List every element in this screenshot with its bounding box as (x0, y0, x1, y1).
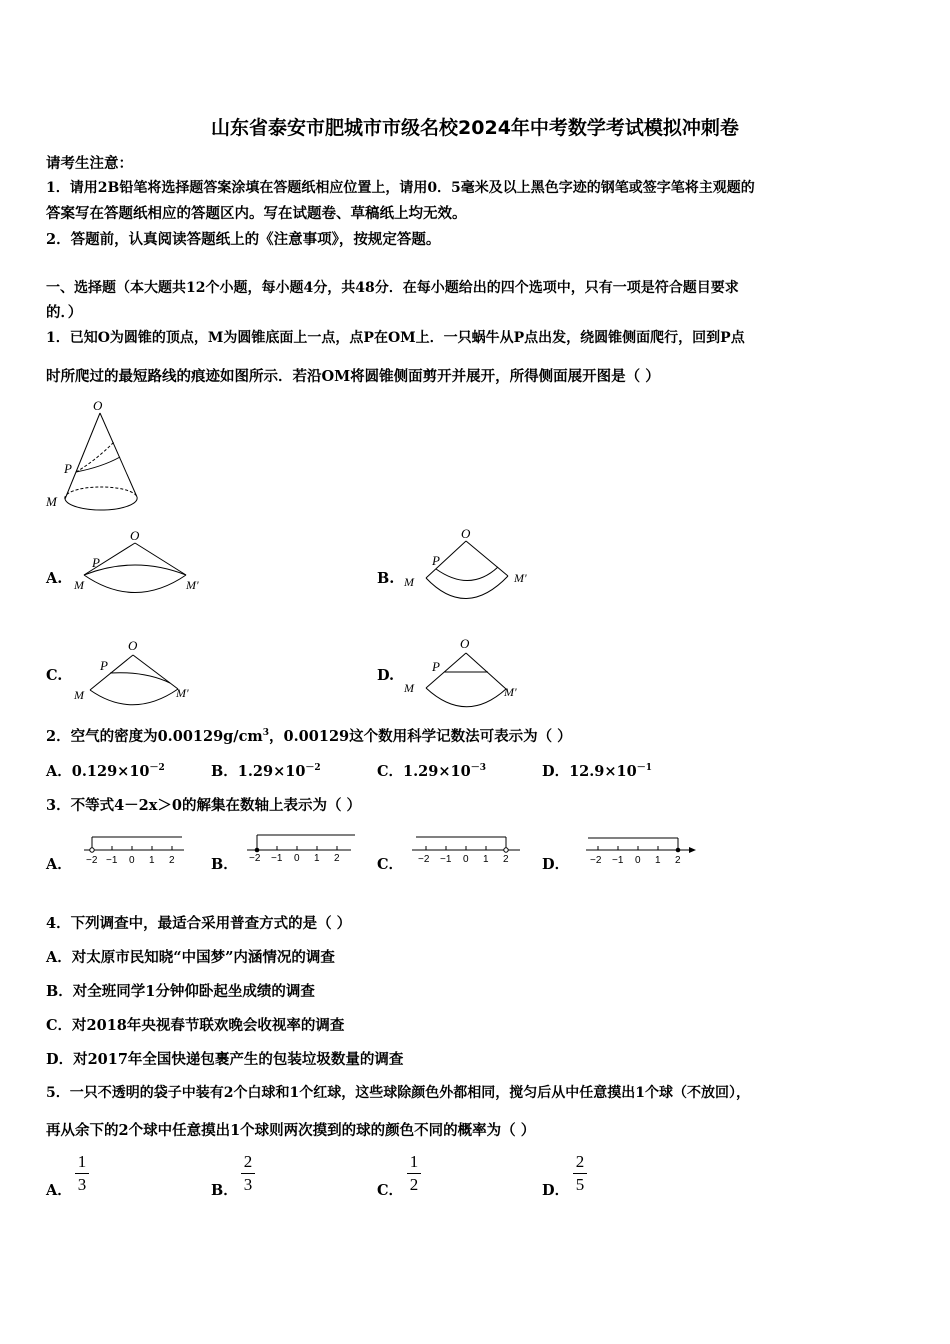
q4-option-c[interactable]: C．对2018年央视春节联欢晚会收视率的调查 (46, 1017, 345, 1034)
q4-stem: 4．下列调查中，最适合采用普查方式的是（ ） (46, 915, 352, 932)
q5-option-b-fraction[interactable]: 2 3 (238, 1152, 258, 1195)
tick-b-3: 0 (294, 853, 300, 864)
q1-cone-figure (40, 395, 150, 520)
cone-label-m: M (46, 494, 57, 509)
q3-option-c-label[interactable]: C． (377, 856, 404, 873)
tick-b-1: −2 (249, 853, 261, 864)
notice-line-1b: 答案写在答题纸相应的答题区内。写在试题卷、草稿纸上均无效。 (46, 205, 467, 222)
tick-b-4: 1 (314, 853, 320, 864)
opt-b-o: O (461, 526, 471, 541)
tick-b-2: −1 (271, 853, 283, 864)
cone-label-o: O (93, 398, 103, 413)
q3-option-c-numberline[interactable] (408, 830, 528, 870)
q5-option-c-fraction[interactable]: 1 2 (404, 1152, 424, 1195)
tick-c-3: 0 (463, 854, 469, 865)
q5-option-b-label[interactable]: B． (211, 1182, 238, 1199)
opt-c-o: O (128, 638, 138, 653)
q5-stem-a: 5．一只不透明的袋子中装有2个白球和1个红球，这些球除颜色外都相同，搅匀后从中任意摸出1个球（不放回）， (46, 1085, 750, 1101)
q3-option-d-label[interactable]: D． (542, 856, 570, 873)
q4-option-a[interactable]: A．对太原市民知晓“中国梦”内涵情况的调查 (46, 949, 335, 966)
q1-option-a-figure[interactable] (70, 525, 210, 600)
opt-b-m: M (404, 575, 414, 589)
opt-b-m2: M' (514, 571, 527, 585)
opt-b-p: P (432, 553, 440, 568)
section-1-heading-cont: 的．） (46, 304, 83, 321)
notice-line-1a: 1．请用2B铅笔将选择题答案涂填在答题纸相应位置上，请用0．5毫米及以上黑色字迹的钢笔或签字笔将主观题的 (46, 180, 755, 196)
q1-option-b-figure[interactable] (400, 525, 540, 605)
tick-a-4: 1 (149, 855, 155, 866)
opt-c-m2: M' (176, 686, 189, 700)
q1-option-b-label[interactable]: B. (377, 570, 395, 587)
page-title: 山东省泰安市肥城市市级名校2024年中考数学考试模拟冲刺卷 (211, 117, 739, 139)
q5-option-a-label[interactable]: A． (46, 1182, 72, 1199)
q5-option-d-label[interactable]: D． (542, 1182, 570, 1199)
q2-option-a[interactable]: A．$0.129\times 10^{-2}$ (46, 763, 165, 780)
tick-a-2: −1 (106, 855, 118, 866)
opt-c-m: M (74, 688, 84, 702)
opt-d-m: M (404, 681, 414, 695)
opt-c-p: P (100, 658, 108, 673)
opt-d-p: P (432, 659, 440, 674)
q2-option-d[interactable]: D．$12.9\times 10^{-1}$ (542, 763, 652, 780)
opt-d-o: O (460, 636, 470, 651)
opt-a-p: P (92, 555, 100, 570)
q1-option-d-figure[interactable] (400, 633, 540, 713)
tick-d-2: −1 (612, 855, 624, 866)
q3-stem: 3．不等式4－2x＞0的解集在数轴上表示为（ ） (46, 797, 362, 814)
opt-a-m2: M' (186, 578, 199, 592)
q4-option-b[interactable]: B．对全班同学1分钟仰卧起坐成绩的调查 (46, 983, 315, 1000)
q5-stem-b: 再从余下的2个球中任意摸出1个球则两次摸到的球的颜色不同的概率为（ ） (46, 1122, 536, 1139)
q3-option-b-numberline[interactable] (243, 830, 363, 870)
q1-option-c-figure[interactable] (70, 635, 210, 710)
q1-option-d-label[interactable]: D. (377, 667, 395, 684)
q3-option-a-label[interactable]: A． (46, 856, 72, 873)
q2-stem: 2．空气的密度为$0.00129g/cm^3$，0.00129这个数用科学记数法可表示为（ ） (46, 728, 572, 745)
q5-option-a-fraction[interactable]: 1 3 (72, 1152, 92, 1195)
q3-option-a-numberline[interactable] (80, 832, 190, 872)
tick-c-4: 1 (483, 854, 489, 865)
q4-option-d[interactable]: D．对2017年全国快递包裹产生的包装垃圾数量的调查 (46, 1051, 404, 1068)
tick-a-1: −2 (86, 855, 98, 866)
q2-option-b[interactable]: B．$1.29\times 10^{-2}$ (211, 763, 321, 780)
tick-a-5: 2 (169, 855, 175, 866)
q5-option-c-label[interactable]: C． (377, 1182, 404, 1199)
tick-d-3: 0 (635, 855, 641, 866)
tick-c-1: −2 (418, 854, 430, 865)
tick-d-5: 2 (675, 855, 681, 866)
opt-d-m2: M' (504, 685, 517, 699)
q3-option-d-numberline[interactable] (582, 830, 702, 870)
opt-a-o: O (130, 528, 140, 543)
notice-line-2: 2．答题前，认真阅读答题纸上的《注意事项》，按规定答题。 (46, 231, 441, 248)
notice-heading: 请考生注意： (46, 155, 133, 172)
q1-option-a-label[interactable]: A. (46, 570, 63, 587)
tick-a-3: 0 (129, 855, 135, 866)
tick-d-4: 1 (655, 855, 661, 866)
q1-option-c-label[interactable]: C. (46, 667, 63, 684)
section-1-heading: 一、选择题（本大题共12个小题，每小题4分，共48分．在每小题给出的四个选项中，只有一项是符合题目要求 (46, 280, 739, 296)
tick-c-2: −1 (440, 854, 452, 865)
q2-option-c[interactable]: C．$1.29\times 10^{-3}$ (377, 763, 486, 780)
tick-b-5: 2 (334, 853, 340, 864)
cone-label-p: P (64, 461, 72, 476)
q1-stem-b: 时所爬过的最短路线的痕迹如图所示．若沿OM将圆锥侧面剪开并展开，所得侧面展开图是（ ） (46, 368, 660, 385)
q1-stem-a: 1．已知O为圆锥的顶点，M为圆锥底面上一点，点P在OM上．一只蜗牛从P点出发，绕圆锥侧面爬行，回到P点 (46, 330, 745, 346)
tick-d-1: −2 (590, 855, 602, 866)
q3-option-b-label[interactable]: B． (211, 856, 238, 873)
tick-c-5: 2 (503, 854, 509, 865)
opt-a-m: M (74, 578, 84, 592)
q5-option-d-fraction[interactable]: 2 5 (570, 1152, 590, 1195)
